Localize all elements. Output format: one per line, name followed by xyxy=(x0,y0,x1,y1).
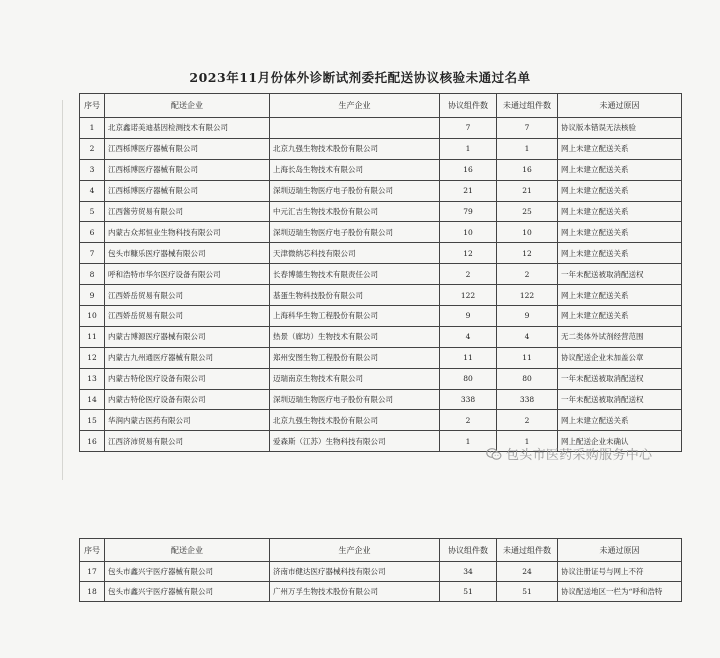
cell-distributor: 内蒙古特伦医疗设备有限公司 xyxy=(105,368,270,389)
cell-reason: 网上未建立配送关系 xyxy=(558,159,682,180)
cell-distributor: 江西栎博医疗器械有限公司 xyxy=(105,159,270,180)
cell-agreement-count: 16 xyxy=(440,159,497,180)
document-title: 2023年11月份体外诊断试剂委托配送协议核验未通过名单 xyxy=(189,70,531,85)
cell-failed-count: 338 xyxy=(497,389,558,410)
cell-distributor: 内蒙古九州通医疗器械有限公司 xyxy=(105,347,270,368)
table-row xyxy=(80,159,682,180)
page-edge-line xyxy=(62,100,63,480)
cell-index: 2 xyxy=(80,138,105,159)
table-header-row xyxy=(80,539,682,562)
header-agreement-count: 协议组件数 xyxy=(440,94,497,118)
cell-failed-count: 24 xyxy=(497,562,558,582)
cell-distributor: 江西娇岳贸易有限公司 xyxy=(105,285,270,306)
cell-distributor: 江西栎博医疗器械有限公司 xyxy=(105,180,270,201)
cell-agreement-count: 34 xyxy=(440,562,497,582)
header-reason: 未通过原因 xyxy=(558,94,682,118)
cell-failed-count: 51 xyxy=(497,582,558,602)
cell-index: 7 xyxy=(80,243,105,264)
cell-manufacturer: 长春博德生物技术有限责任公司 xyxy=(270,264,440,285)
cell-manufacturer: 上海科华生物工程股份有限公司 xyxy=(270,306,440,327)
cell-reason: 网上配送企业未确认 xyxy=(558,431,682,452)
cell-index: 15 xyxy=(80,410,105,431)
cell-distributor: 包头市糠乐医疗器械有限公司 xyxy=(105,243,270,264)
cell-manufacturer: 天津微纳芯科技有限公司 xyxy=(270,243,440,264)
cell-manufacturer: 基蛋生物科技股份有限公司 xyxy=(270,285,440,306)
cell-manufacturer: 迈瑞南京生物技术有限公司 xyxy=(270,368,440,389)
cell-index: 1 xyxy=(80,118,105,139)
cell-index: 3 xyxy=(80,159,105,180)
header-distributor: 配送企业 xyxy=(105,94,270,118)
cell-index: 16 xyxy=(80,431,105,452)
cell-distributor: 内蒙古众邦恒业生物科技有限公司 xyxy=(105,222,270,243)
cell-index: 4 xyxy=(80,180,105,201)
cell-failed-count: 11 xyxy=(497,347,558,368)
cell-manufacturer: 爱森斯（江苏）生物科技有限公司 xyxy=(270,431,440,452)
table-row xyxy=(80,306,682,327)
table-row xyxy=(80,138,682,159)
header-failed-count: 未通过组件数 xyxy=(497,94,558,118)
cell-failed-count: 2 xyxy=(497,410,558,431)
header-manufacturer: 生产企业 xyxy=(270,94,440,118)
cell-index: 13 xyxy=(80,368,105,389)
cell-distributor: 北京鑫诺美迪基因检测技术有限公司 xyxy=(105,118,270,139)
cell-manufacturer: 郑州安图生物工程股份有限公司 xyxy=(270,347,440,368)
cell-distributor: 包头市鑫兴宇医疗器械有限公司 xyxy=(105,582,270,602)
cell-failed-count: 9 xyxy=(497,306,558,327)
watermark xyxy=(486,444,652,463)
table-row xyxy=(80,201,682,222)
cell-agreement-count: 21 xyxy=(440,180,497,201)
cell-index: 9 xyxy=(80,285,105,306)
cell-reason: 网上未建立配送关系 xyxy=(558,306,682,327)
cell-distributor: 呼和浩特市华尔医疗设备有限公司 xyxy=(105,264,270,285)
cell-failed-count: 4 xyxy=(497,326,558,347)
cell-agreement-count: 122 xyxy=(440,285,497,306)
watermark-text: 包头市医药采购服务中心 xyxy=(506,448,653,463)
cell-distributor: 包头市鑫兴宇医疗器械有限公司 xyxy=(105,562,270,582)
table-header-row xyxy=(80,94,682,118)
cell-reason: 网上未建立配送关系 xyxy=(558,180,682,201)
cell-index: 17 xyxy=(80,562,105,582)
cell-agreement-count: 7 xyxy=(440,118,497,139)
cell-failed-count: 122 xyxy=(497,285,558,306)
cell-agreement-count: 338 xyxy=(440,389,497,410)
cell-failed-count: 1 xyxy=(497,431,558,452)
cell-distributor: 江西栎博医疗器械有限公司 xyxy=(105,138,270,159)
cell-manufacturer: 深圳迈瑞生物医疗电子股份有限公司 xyxy=(270,180,440,201)
header-distributor: 配送企业 xyxy=(105,539,270,562)
cell-reason: 网上未建立配送关系 xyxy=(558,201,682,222)
cell-reason: 一年未配送被取消配送权 xyxy=(558,389,682,410)
result-table xyxy=(79,93,682,452)
cell-reason: 网上未建立配送关系 xyxy=(558,410,682,431)
table-row xyxy=(80,582,682,602)
cell-reason: 一年未配送被取消配送权 xyxy=(558,264,682,285)
cell-reason: 网上未建立配送关系 xyxy=(558,285,682,306)
table-row xyxy=(80,389,682,410)
table-row xyxy=(80,180,682,201)
cell-manufacturer: 热景（廊坊）生物技术有限公司 xyxy=(270,326,440,347)
cell-agreement-count: 12 xyxy=(440,243,497,264)
cell-index: 8 xyxy=(80,264,105,285)
cell-agreement-count: 51 xyxy=(440,582,497,602)
cell-reason: 网上未建立配送关系 xyxy=(558,222,682,243)
table-row xyxy=(80,264,682,285)
cell-index: 12 xyxy=(80,347,105,368)
wechat-icon xyxy=(486,447,502,461)
cell-reason: 协议配送企业未加盖公章 xyxy=(558,347,682,368)
table-row xyxy=(80,326,682,347)
cell-agreement-count: 79 xyxy=(440,201,497,222)
cell-manufacturer: 中元汇吉生物技术股份有限公司 xyxy=(270,201,440,222)
cell-reason: 协议配送地区一栏为“呼和浩特 xyxy=(558,582,682,602)
cell-distributor: 江西酱劳贸易有限公司 xyxy=(105,201,270,222)
cell-distributor: 内蒙古博源医疗器械有限公司 xyxy=(105,326,270,347)
cell-reason: 网上未建立配送关系 xyxy=(558,138,682,159)
table-row xyxy=(80,410,682,431)
cell-agreement-count: 80 xyxy=(440,368,497,389)
cell-agreement-count: 1 xyxy=(440,431,497,452)
table-row xyxy=(80,347,682,368)
result-table-continued xyxy=(79,538,682,602)
cell-distributor: 内蒙古特伦医疗设备有限公司 xyxy=(105,389,270,410)
cell-agreement-count: 2 xyxy=(440,410,497,431)
cell-reason: 网上未建立配送关系 xyxy=(558,243,682,264)
cell-manufacturer: 上海长岛生物技术有限公司 xyxy=(270,159,440,180)
cell-manufacturer: 北京九强生物技术股份有限公司 xyxy=(270,138,440,159)
cell-failed-count: 21 xyxy=(497,180,558,201)
cell-index: 14 xyxy=(80,389,105,410)
cell-index: 11 xyxy=(80,326,105,347)
cell-failed-count: 25 xyxy=(497,201,558,222)
table-row xyxy=(80,285,682,306)
table-row xyxy=(80,562,682,582)
cell-reason: 协议注册证号与网上不符 xyxy=(558,562,682,582)
cell-failed-count: 12 xyxy=(497,243,558,264)
header-index: 序号 xyxy=(80,94,105,118)
table-row xyxy=(80,368,682,389)
table-row xyxy=(80,243,682,264)
cell-reason: 无二类体外试剂经营范围 xyxy=(558,326,682,347)
cell-failed-count: 2 xyxy=(497,264,558,285)
cell-failed-count: 1 xyxy=(497,138,558,159)
cell-failed-count: 80 xyxy=(497,368,558,389)
cell-failed-count: 10 xyxy=(497,222,558,243)
cell-manufacturer: 深圳迈瑞生物医疗电子股份有限公司 xyxy=(270,222,440,243)
cell-agreement-count: 9 xyxy=(440,306,497,327)
table-row xyxy=(80,222,682,243)
cell-agreement-count: 1 xyxy=(440,138,497,159)
header-manufacturer: 生产企业 xyxy=(270,539,440,562)
cell-agreement-count: 11 xyxy=(440,347,497,368)
cell-index: 10 xyxy=(80,306,105,327)
header-failed-count: 未通过组件数 xyxy=(497,539,558,562)
header-index: 序号 xyxy=(80,539,105,562)
cell-distributor: 江西娇岳贸易有限公司 xyxy=(105,306,270,327)
header-reason: 未通过原因 xyxy=(558,539,682,562)
cell-reason: 协议版本错误无法核验 xyxy=(558,118,682,139)
cell-index: 18 xyxy=(80,582,105,602)
cell-agreement-count: 10 xyxy=(440,222,497,243)
cell-agreement-count: 4 xyxy=(440,326,497,347)
cell-failed-count: 16 xyxy=(497,159,558,180)
cell-index: 6 xyxy=(80,222,105,243)
cell-index: 5 xyxy=(80,201,105,222)
cell-reason: 一年未配送被取消配送权 xyxy=(558,368,682,389)
cell-manufacturer xyxy=(270,118,440,139)
cell-manufacturer: 深圳迈瑞生物医疗电子股份有限公司 xyxy=(270,389,440,410)
cell-distributor: 江西济沛贸易有限公司 xyxy=(105,431,270,452)
cell-manufacturer: 济南市健达医疗器械科技有限公司 xyxy=(270,562,440,582)
cell-manufacturer: 北京九强生物技术股份有限公司 xyxy=(270,410,440,431)
cell-agreement-count: 2 xyxy=(440,264,497,285)
table-row xyxy=(80,118,682,139)
cell-manufacturer: 广州万孚生物技术股份有限公司 xyxy=(270,582,440,602)
header-agreement-count: 协议组件数 xyxy=(440,539,497,562)
cell-failed-count: 7 xyxy=(497,118,558,139)
cell-distributor: 华润内蒙古医药有限公司 xyxy=(105,410,270,431)
